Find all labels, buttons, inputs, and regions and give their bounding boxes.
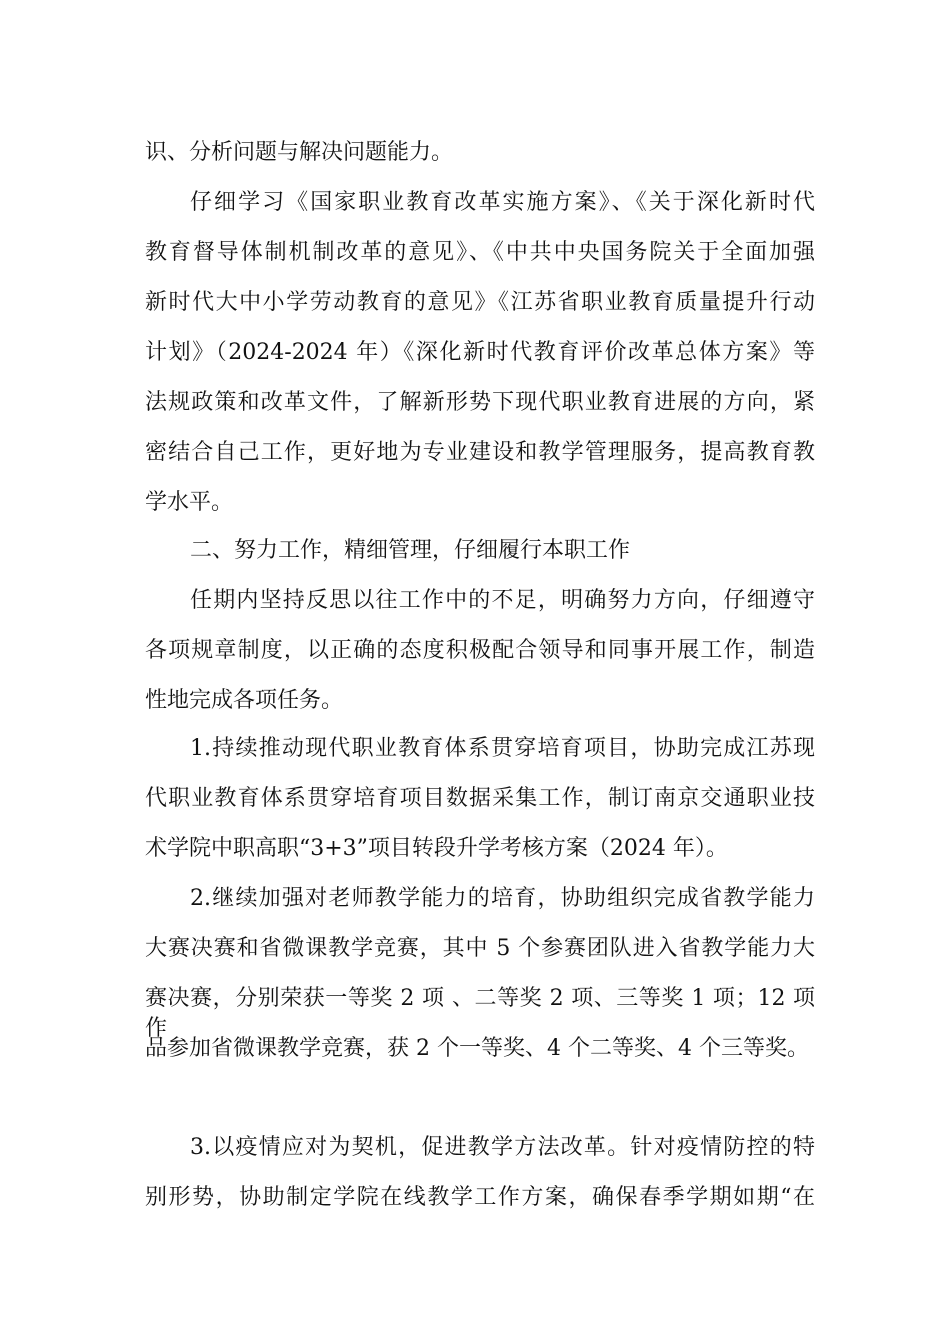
- text-line: 识、分析问题与解决问题能力。: [145, 140, 454, 165]
- text-line: 学水平。: [145, 490, 234, 515]
- text-line: 密结合自己工作，更好地为专业建设和教学管理服务，提高教育教: [145, 440, 815, 465]
- text-line: 术学院中职高职“3+3”项目转段升学考核方案（2024 年）。: [145, 836, 728, 861]
- text-line: 代职业教育体系贯穿培育项目数据采集工作，制订南京交通职业技: [145, 786, 815, 811]
- text-line: 赛决赛，分别荣获一等奖 2 项 、二等奖 2 项、三等奖 1 项；12 项作: [145, 986, 815, 1041]
- text-line: 法规政策和改革文件，了解新形势下现代职业教育进展的方向，紧: [145, 390, 815, 415]
- text-line: 性地完成各项任务。: [145, 688, 344, 713]
- text-line: 别形势，协助制定学院在线教学工作方案，确保春季学期如期“在: [145, 1185, 815, 1210]
- text-line: 教育督导体制机制改革的意见》、《中共中央国务院关于全面加强: [145, 240, 815, 265]
- text-line: 计划》（2024-2024 年）《深化新时代教育评价改革总体方案》等: [145, 340, 815, 365]
- paragraph-first-line: 任期内坚持反思以往工作中的不足，明确努力方向，仔细遵守: [190, 588, 815, 613]
- text-line: 大赛决赛和省微课教学竞赛，其中 5 个参赛团队进入省教学能力大: [145, 936, 815, 961]
- section-heading: 二、努力工作，精细管理，仔细履行本职工作: [190, 538, 631, 563]
- list-item-first-line: 2.继续加强对老师教学能力的培育，协助组织完成省教学能力: [190, 886, 815, 911]
- list-item-first-line: 3.以疫情应对为契机，促进教学方法改革。针对疫情防控的特: [190, 1135, 815, 1160]
- text-line: 各项规章制度，以正确的态度积极配合领导和同事开展工作，制造: [145, 638, 815, 663]
- text-line: 品参加省微课教学竞赛，获 2 个一等奖、4 个二等奖、4 个三等奖。: [145, 1036, 809, 1061]
- paragraph-first-line: 仔细学习《国家职业教育改革实施方案》、《关于深化新时代: [190, 190, 815, 215]
- list-item-first-line: 1.持续推动现代职业教育体系贯穿培育项目，协助完成江苏现: [190, 736, 815, 761]
- text-line: 新时代大中小学劳动教育的意见》《江苏省职业教育质量提升行动: [145, 290, 815, 315]
